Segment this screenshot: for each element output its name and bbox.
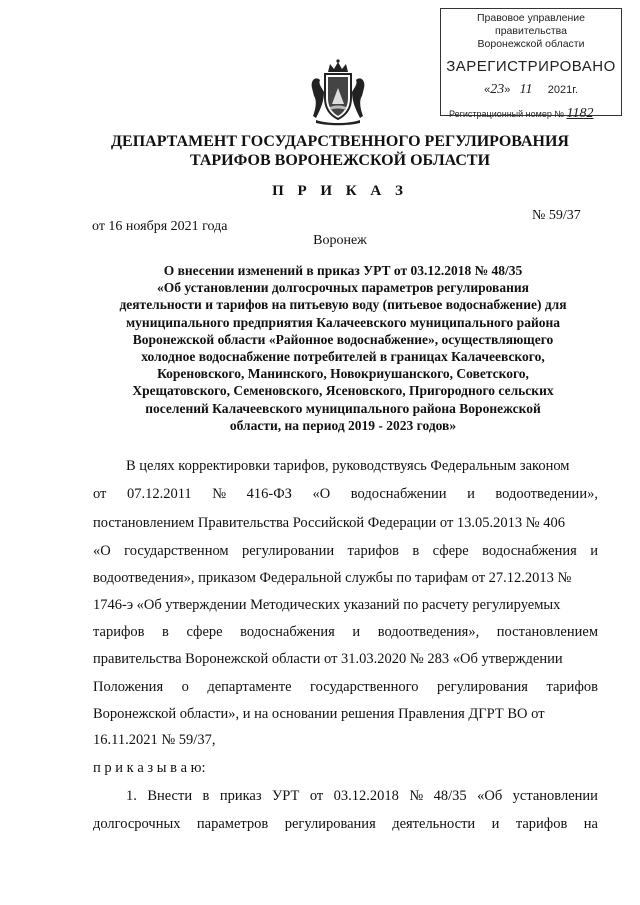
- word: в: [162, 624, 169, 640]
- word: и: [467, 486, 475, 502]
- body-line: В целях корректировки тарифов, руководствуясь Федеральным законом: [126, 458, 570, 474]
- word: 48/35: [433, 788, 467, 804]
- word: Положения: [93, 679, 164, 695]
- body-line: [93, 486, 598, 503]
- stamp-reg-number-line: [441, 106, 621, 122]
- word: о: [181, 679, 189, 695]
- word: параметров: [196, 816, 269, 832]
- word: водоснабжения: [482, 543, 577, 559]
- word: Внести: [147, 788, 193, 804]
- word: 07.12.2011: [126, 486, 192, 502]
- stamp-org-line2: Воронежской области: [477, 38, 585, 50]
- title-line: О внесении изменений в приказ УРТ от 03.12.2018 № 48/35: [163, 263, 523, 278]
- word: на: [583, 816, 598, 832]
- word: «Об: [477, 788, 503, 804]
- stamp-reg-label: Регистрационный номер №: [449, 109, 565, 119]
- word: УРТ: [272, 788, 300, 804]
- word: государственном: [124, 543, 229, 559]
- document-number: № 59/37: [532, 208, 581, 223]
- word: регулирования: [436, 679, 528, 695]
- title-line: Воронежской области «Районное водоснабжение», осуществляющего: [132, 331, 554, 347]
- title-line: области, на период 2019 - 2023 годов»: [229, 417, 457, 433]
- title-line: Кореновского, Манинского, Новокриушанского, Советского,: [157, 366, 529, 382]
- stamp-date-month: 11: [519, 82, 533, 97]
- word: приказ: [219, 788, 262, 804]
- word: сфере: [432, 543, 469, 559]
- word: «О: [312, 486, 331, 502]
- word: «О: [93, 543, 111, 559]
- word: от: [309, 788, 324, 804]
- word: регулирования: [284, 816, 376, 832]
- word: и: [491, 816, 500, 832]
- stamp-org-line1: Правовое управление правительства: [476, 12, 585, 37]
- stamp-date: «23» 11 2021г.: [484, 82, 578, 97]
- body-line: 16.11.2021 № 59/37,: [93, 732, 216, 748]
- word: от: [93, 486, 107, 502]
- word: постановлением: [496, 624, 598, 640]
- title-line: Хрещатовского, Семеновского, Ясеновского, Пригородного сельских: [132, 383, 554, 399]
- order-word: п р и к а з ы в а ю:: [93, 760, 206, 776]
- title-line: поселений Калачеевского муниципального района Воронежской: [145, 400, 541, 416]
- body-line: [93, 624, 598, 641]
- word: в: [202, 788, 210, 804]
- title-line: деятельности и тарифов на питьевую воду (питьевое водоснабжение) для: [119, 297, 567, 313]
- title-line: холодное водоснабжение потребителей в границах Калачеевского,: [141, 349, 545, 365]
- word: деятельности: [392, 816, 476, 832]
- title-line: муниципального предприятия Калачеевского муниципального района: [125, 314, 560, 330]
- word: водоотведении»,: [495, 486, 598, 502]
- word: в: [412, 543, 420, 559]
- word: долгосрочных: [93, 816, 181, 832]
- body-line: [93, 816, 598, 833]
- word: №: [212, 486, 227, 502]
- word: государственного: [310, 679, 419, 695]
- body-line: постановлением Правительства Российской Федерации от 13.05.2013 № 406: [93, 515, 566, 531]
- word: 416-ФЗ: [246, 486, 292, 502]
- stamp-date-year: 2021г.: [547, 84, 578, 96]
- department-line2: ТАРИФОВ ВОРОНЕЖСКОЙ ОБЛАСТИ: [189, 152, 491, 169]
- word: №: [409, 788, 424, 804]
- word: установлении: [512, 788, 598, 804]
- word: департаменте: [207, 679, 292, 695]
- title-line: «Об установлении долгосрочных параметров регулирования: [157, 280, 529, 296]
- word: тарифов: [515, 816, 568, 832]
- word: 1.: [126, 788, 137, 804]
- stamp-registered: ЗАРЕГИСТРИРОВАНО: [446, 58, 616, 75]
- body-line: [93, 543, 598, 560]
- document-title: [78, 262, 608, 434]
- body-line: правительства Воронежской области от 31.03.2020 № 283 «Об утверждении: [93, 651, 563, 667]
- body-line: [93, 679, 598, 696]
- word: водоснабжении: [350, 486, 447, 502]
- document-type: П Р И К А З: [272, 183, 408, 199]
- body-line: Воронежской области», и на основании решения Правления ДГРТ ВО от: [93, 706, 545, 722]
- word: 03.12.2018: [333, 788, 399, 804]
- body-line: 1746-э «Об утверждении Методических указаний по расчету регулируемых: [93, 597, 561, 613]
- word: сфере: [186, 624, 223, 640]
- word: регулировании: [242, 543, 335, 559]
- document-date: от 16 ноября 2021 года: [92, 219, 228, 234]
- document-city: Воронеж: [313, 233, 367, 248]
- department-name: [60, 132, 620, 170]
- word: тарифов: [347, 543, 399, 559]
- word: тарифов: [93, 624, 145, 640]
- word: тарифов: [546, 679, 598, 695]
- department-line1: ДЕПАРТАМЕНТ ГОСУДАРСТВЕННОГО РЕГУЛИРОВАНИЯ: [111, 133, 569, 150]
- stamp-reg-number: 1182: [566, 106, 594, 121]
- word: водоотведения»,: [377, 624, 480, 640]
- coat-of-arms-icon: [308, 58, 368, 126]
- body-line: водоотведения», приказом Федеральной службы по тарифам от 27.12.2013 №: [93, 570, 572, 586]
- word: и: [590, 543, 598, 559]
- stamp-date-day: 23: [490, 82, 505, 97]
- word: водоснабжения: [240, 624, 335, 640]
- registration-stamp: [440, 8, 622, 121]
- word: и: [352, 624, 361, 640]
- body-line: [93, 788, 598, 805]
